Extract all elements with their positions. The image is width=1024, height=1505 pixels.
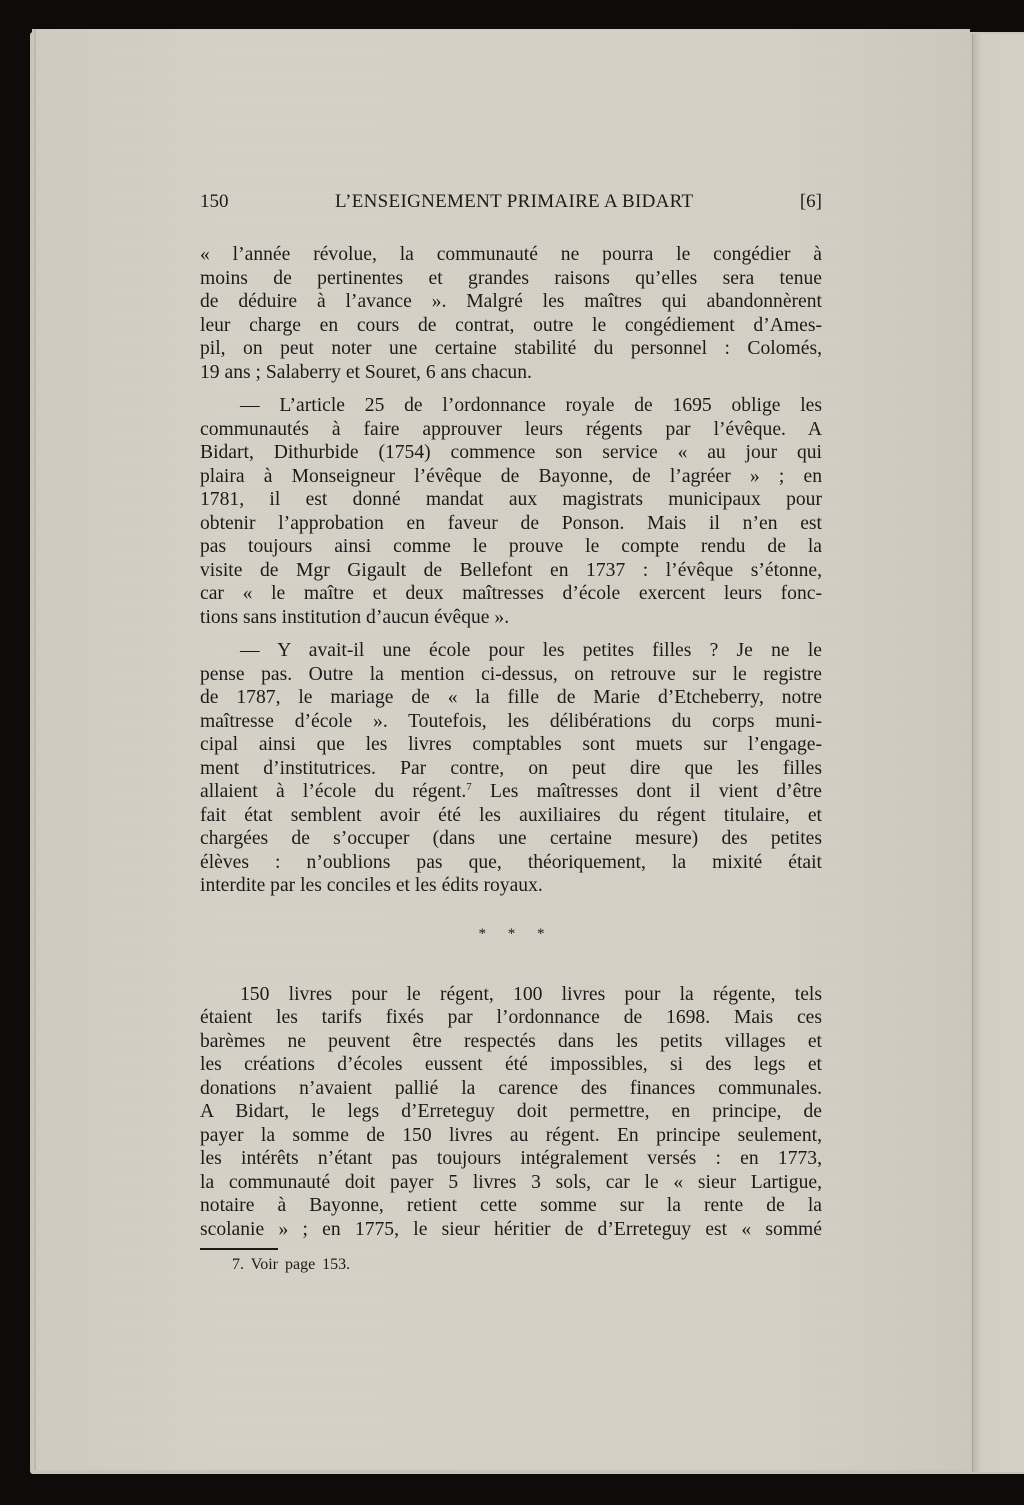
running-head <box>200 190 822 214</box>
text-line: car « le maître et deux maîtresses d’école exercent leurs fonc- <box>200 583 822 604</box>
text-line: notaire à Bayonne, retient cette somme sur la rente de la <box>200 1195 822 1216</box>
text-line: donations n’avaient pallié la carence des finances communales. <box>200 1077 822 1099</box>
text-line: maîtresse d’école ». Toutefois, les délibérations du corps muni- <box>200 710 822 732</box>
running-title: L’ENSEIGNEMENT PRIMAIRE A BIDART <box>334 191 694 212</box>
text-line: — L’article 25 de l’ordonnance royale de 1695 oblige les <box>240 395 822 416</box>
text-line: — Y avait-il une école pour les petites filles ? Je ne le <box>240 640 822 661</box>
text-line: scolanie » ; en 1775, le sieur héritier de d’Erreteguy est « sommé <box>200 1218 822 1240</box>
text-line: plaira à Monseigneur l’évêque de Bayonne, de l’agréer » ; en <box>200 465 822 487</box>
text-line: de déduire à l’avance ». Malgré les maîtres qui abandonnèrent <box>200 291 822 312</box>
footnote-reference[interactable]: 7 <box>466 781 472 793</box>
text-line: communautés à faire approuver leurs régents par l’évêque. A <box>200 418 822 440</box>
text-line: « l’année révolue, la communauté ne pourra le congédier à <box>200 244 822 265</box>
text-line: étaient les tarifs fixés par l’ordonnance de 1698. Mais ces <box>200 1007 822 1028</box>
paragraph-article-25 <box>200 394 822 629</box>
text-line: visite de Mgr Gigault de Bellefont en 1737 : l’évêque s’étonne, <box>200 559 822 581</box>
text-line: leur charge en cours de contrat, outre le congédiement d’Ames- <box>200 314 822 336</box>
page-text-column <box>200 190 822 1251</box>
paragraph-continuation <box>200 243 822 384</box>
text-line: pil, on peut noter une certaine stabilité du personnel : Colomés, <box>200 338 822 359</box>
text-line: ment d’institutrices. Par contre, on peut dire que les filles <box>200 757 822 779</box>
text-line: 150 livres pour le régent, 100 livres pour la régente, tels <box>240 983 822 1005</box>
text-line-with-note <box>200 780 822 804</box>
section-marker: [6] <box>799 191 822 212</box>
text-line: élèves : n’oublions pas que, théoriquement, la mixité était <box>200 851 822 873</box>
footnote-rule <box>200 1248 278 1250</box>
paragraph-tarifs <box>200 983 822 1242</box>
text-line: Bidart, Dithurbide (1754) commence son service « au jour qui <box>200 442 822 463</box>
text-line: obtenir l’approbation en faveur de Ponson. Mais il n’en est <box>200 512 822 534</box>
text-line: A Bidart, le legs d’Erreteguy doit permettre, en principe, de <box>200 1101 822 1122</box>
text-segment: Les maîtresses dont il vient d’être <box>471 781 822 802</box>
text-line: les intérêts n’étant pas toujours intégralement versés : en 1773, <box>200 1148 822 1169</box>
page-number: 150 <box>200 191 229 212</box>
text-line: les créations d’écoles eussent été impossibles, si des legs et <box>200 1054 822 1075</box>
text-line: la communauté doit payer 5 livres 3 sols, car le « sieur Lartigue, <box>200 1171 822 1193</box>
section-break-asterism: * * * <box>478 925 554 942</box>
text-segment: allaient à l’école du régent. <box>200 781 467 802</box>
text-line: de 1787, le mariage de « la fille de Marie d’Etcheberry, notre <box>200 687 822 708</box>
text-line: tions sans institution d’aucun évêque ». <box>200 606 510 628</box>
text-line: fait état semblent avoir été les auxiliaires du régent titulaire, et <box>200 804 822 826</box>
text-line: pense pas. Outre la mention ci-dessus, on retrouve sur le registre <box>200 663 822 685</box>
footnote: 7. Voir page 153. <box>232 1256 351 1273</box>
text-line: payer la somme de 150 livres au régent. En principe seulement, <box>200 1124 822 1146</box>
text-line: cipal ainsi que les livres comptables sont muets sur l’engage- <box>200 734 822 755</box>
text-line: 1781, il est donné mandat aux magistrats municipaux pour <box>200 489 822 510</box>
text-line: pas toujours ainsi comme le prouve le compte rendu de la <box>200 536 822 557</box>
text-line: 19 ans ; Salaberry et Souret, 6 ans chacun. <box>200 361 532 383</box>
text-line: moins de pertinentes et grandes raisons qu’elles sera tenue <box>200 267 822 289</box>
text-line: interdite par les conciles et les édits royaux. <box>200 875 543 896</box>
text-line: chargées de s’occuper (dans une certaine mesure) des petites <box>200 828 822 849</box>
text-line: barèmes ne peuvent être respectés dans les petits villages et <box>200 1030 822 1052</box>
facing-page-edge <box>972 34 1024 1472</box>
paragraph-girls-school <box>200 639 822 898</box>
